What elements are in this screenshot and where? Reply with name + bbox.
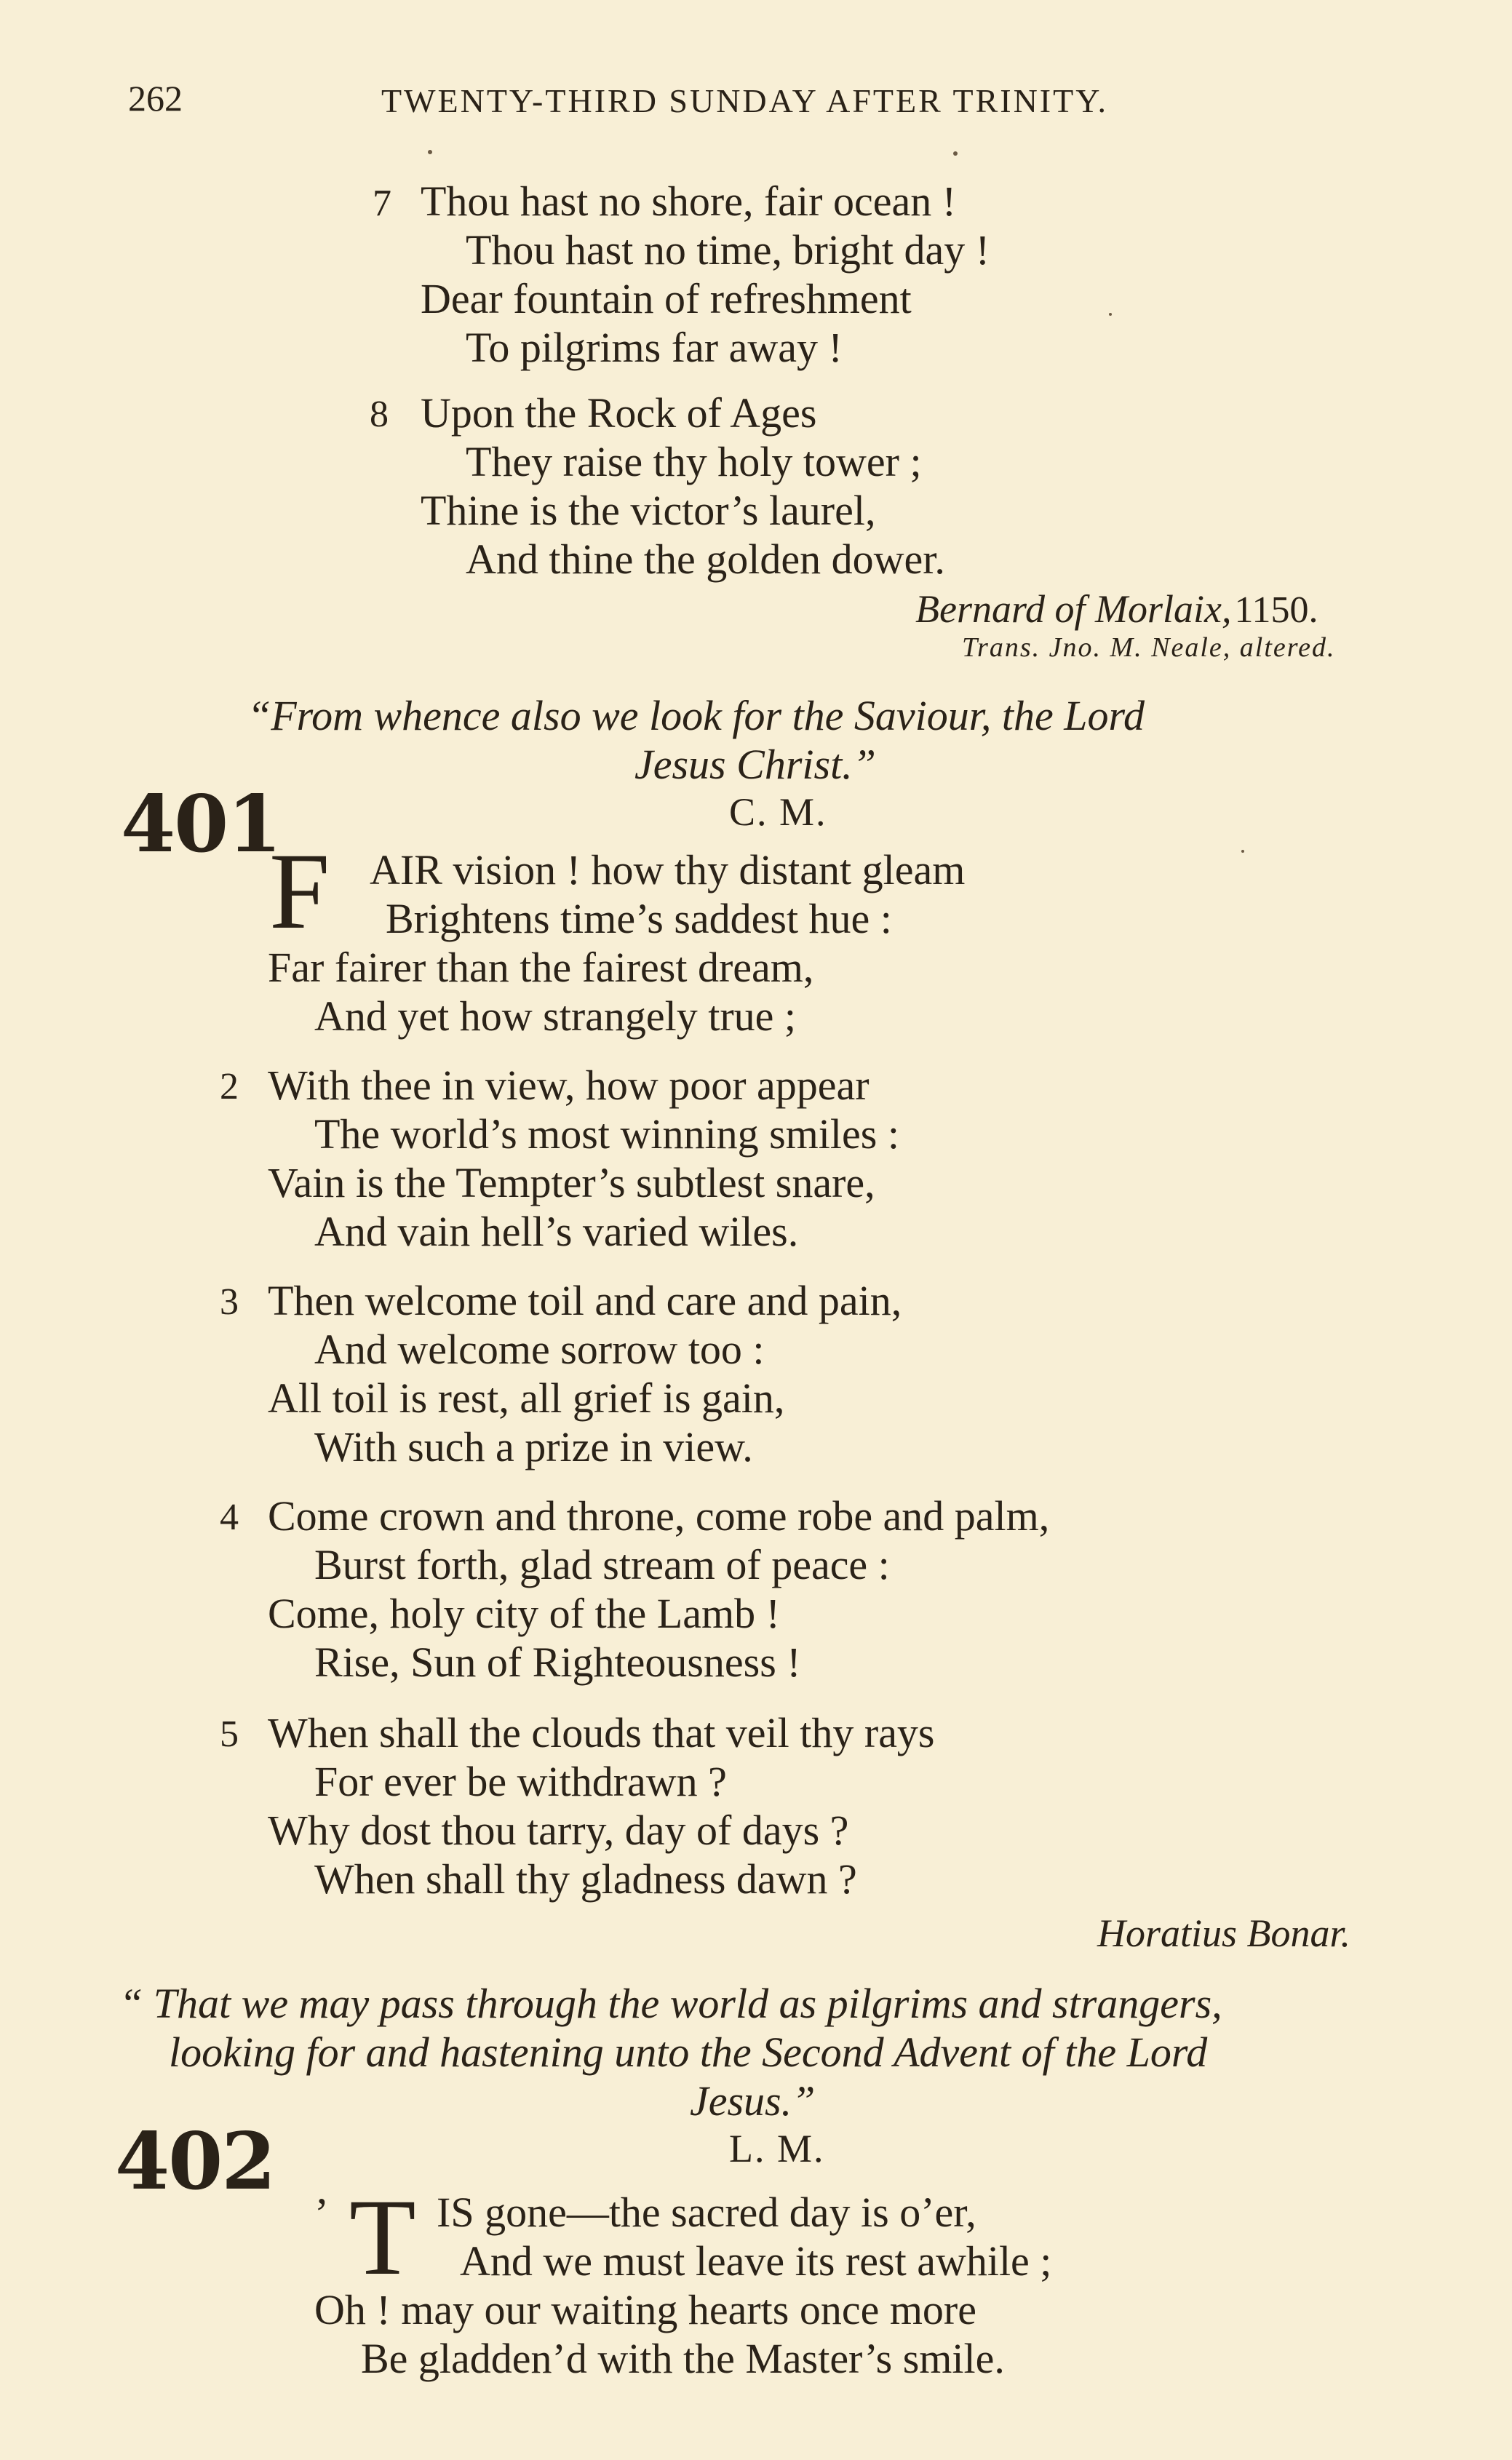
verse-line: Vain is the Tempter’s subtlest snare, — [268, 1159, 875, 1206]
verse-line: All toil is rest, all grief is gain, — [268, 1374, 785, 1422]
scripture-quote: “ That we may pass through the world as pilgrims and strangers, — [119, 1980, 1222, 2027]
print-speck — [1109, 313, 1112, 316]
verse-line: Thou hast no time, bright day ! — [466, 226, 990, 274]
verse-line: Thine is the victor’s laurel, — [421, 487, 876, 534]
verse-line: To pilgrims far away ! — [466, 324, 843, 371]
author-name: Bernard of Morlaix, — [915, 587, 1232, 631]
verse-line: Dear fountain of refreshment — [421, 275, 912, 322]
verse-line: Come crown and throne, come robe and palm, — [268, 1492, 1050, 1540]
verse-number: 2 — [220, 1066, 239, 1107]
verse-line: And vain hell’s varied wiles. — [314, 1208, 799, 1255]
print-speck — [428, 150, 432, 154]
verse-line: And thine the golden dower. — [466, 536, 945, 583]
scripture-quote: Jesus Christ.” — [634, 741, 876, 788]
verse-line: Oh ! may our waiting hearts once more — [314, 2286, 976, 2333]
hymn-meter: L. M. — [729, 2127, 825, 2170]
verse-line: They raise thy holy tower ; — [466, 438, 922, 485]
verse-number: 5 — [220, 1713, 239, 1755]
verse-number: 8 — [370, 394, 389, 435]
translator-attribution: Trans. Jno. M. Neale, altered. — [962, 632, 1336, 663]
verse-line: Then welcome toil and care and pain, — [268, 1277, 902, 1324]
author-attribution — [915, 586, 1318, 632]
verse-line: With thee in view, how poor appear — [268, 1062, 870, 1109]
verse-line: AIR vision ! how thy distant gleam — [370, 846, 966, 893]
author-attribution: Horatius Bonar. — [1097, 1911, 1351, 1955]
drop-cap: T — [349, 2177, 416, 2298]
verse-number: 3 — [220, 1281, 239, 1323]
hymn-number: 402 — [115, 2116, 275, 2208]
verse-line: Rise, Sun of Righteousness ! — [314, 1639, 801, 1686]
author-year: 1150. — [1234, 589, 1318, 631]
verse-line: Upon the Rock of Ages — [421, 389, 817, 437]
drop-cap-apostrophe: ’ — [314, 2189, 329, 2237]
verse-line: Come, holy city of the Lamb ! — [268, 1590, 780, 1637]
scripture-quote: Jesus.” — [690, 2077, 816, 2125]
verse-line: And we must leave its rest awhile ; — [460, 2237, 1052, 2285]
verse-line: Far fairer than the fairest dream, — [268, 944, 814, 991]
verse-line: With such a prize in view. — [314, 1423, 753, 1470]
scripture-quote: “From whence also we look for the Saviour, the Lord — [247, 692, 1145, 739]
running-header: TWENTY-THIRD SUNDAY AFTER TRINITY. — [381, 82, 1108, 119]
verse-line: The world’s most winning smiles : — [314, 1110, 899, 1158]
page-number: 262 — [128, 78, 183, 119]
verse-number: 7 — [373, 183, 391, 224]
verse-line: IS gone—the sacred day is o’er, — [437, 2189, 976, 2236]
verse-line: Thou hast no shore, fair ocean ! — [421, 178, 957, 225]
verse-line: Burst forth, glad stream of peace : — [314, 1541, 890, 1588]
print-speck — [1241, 850, 1244, 853]
verse-line: Brightens time’s saddest hue : — [386, 895, 892, 942]
print-speck — [953, 151, 958, 156]
hymn-meter: C. M. — [729, 790, 827, 834]
scripture-quote: looking for and hastening unto the Second Advent of the Lord — [169, 2029, 1208, 2076]
drop-cap: F — [269, 831, 330, 952]
verse-line: Why dost thou tarry, day of days ? — [268, 1807, 849, 1854]
hymn-number: 401 — [121, 779, 281, 870]
verse-line: For ever be withdrawn ? — [314, 1758, 727, 1805]
verse-line: When shall thy gladness dawn ? — [314, 1855, 857, 1903]
verse-line: And welcome sorrow too : — [314, 1326, 765, 1373]
verse-line: Be gladden’d with the Master’s smile. — [361, 2335, 1005, 2382]
verse-number: 4 — [220, 1497, 239, 1538]
verse-line: When shall the clouds that veil thy rays — [268, 1709, 935, 1756]
verse-line: And yet how strangely true ; — [314, 992, 797, 1040]
